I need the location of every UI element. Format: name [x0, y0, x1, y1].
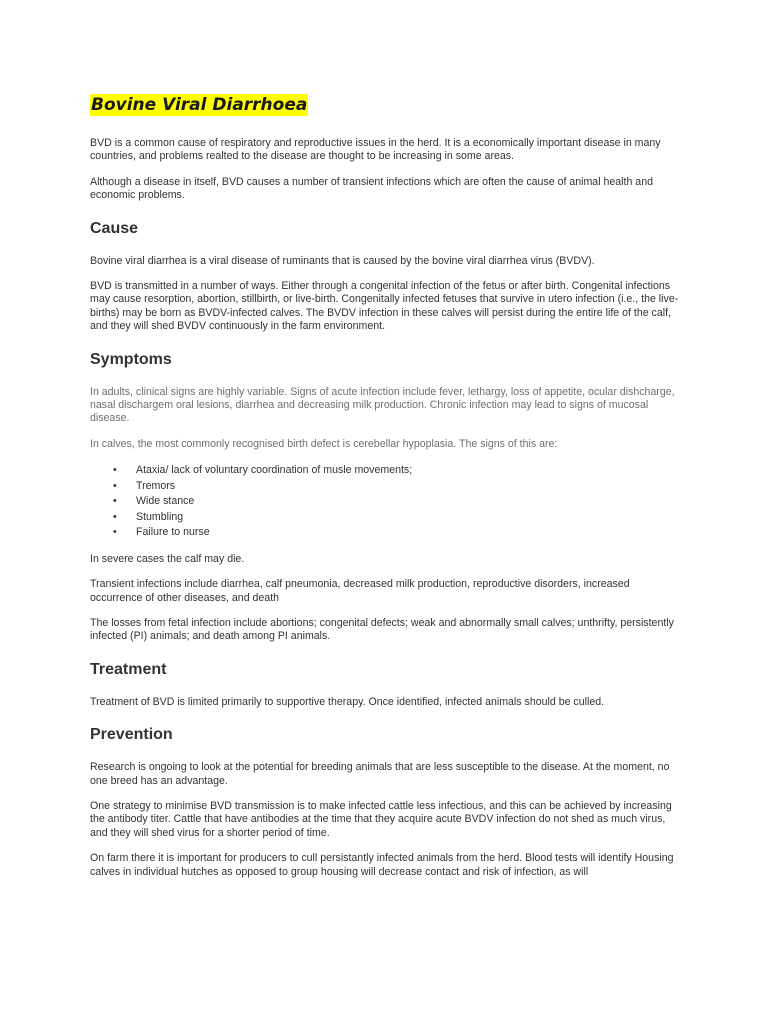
- document-title: Bovine Viral Diarrhoea: [91, 95, 308, 115]
- list-item: • Wide stance: [136, 494, 680, 510]
- cause-heading: Cause: [90, 219, 139, 237]
- symptoms-severe-paragraph: In severe cases the calf may die.: [90, 552, 245, 565]
- symptoms-losses-paragraph: The losses from fetal infection include abortions; congenital defects; weak and abnormally small calves; unthrifty, persistently infected (PI) animals; and death among PI animals.: [90, 617, 674, 643]
- treatment-heading: Treatment: [90, 660, 167, 678]
- list-item: • Ataxia/ lack of voluntary coordination of musle movements;: [136, 463, 680, 479]
- intro-paragraph-2: Although a disease in itself, BVD causes a number of transient infections which are often the cause of animal health and economic problems.: [90, 175, 653, 202]
- symptoms-transient-paragraph: Transient infections include diarrhea, calf pneumonia, decreased milk production, reproductive disorders, increased occurrence of other diseases, and death: [90, 578, 630, 604]
- symptoms-signs-list: [90, 463, 680, 541]
- prevention-heading: Prevention: [90, 726, 173, 744]
- symptoms-adults-paragraph: In adults, clinical signs are highly variable. Signs of acute infection include fever, lethargy, loss of appetite, ocular dishcharge, nasal dischargem oral lesions, diarrhea and decreasing milk production. Chronic infection may lead to signs of mucosal disease.: [90, 385, 675, 425]
- cause-paragraph-2: BVD is transmitted in a number of ways. Either through a congenital infection of the fetus or after birth. Congenital infections may cause resorption, abortion, stillbirth, or live-birth. Congenitally infected fetuses that survive in utero infection (i.e., the live-births) may be born as BVDV-infected calves. The BVDV infection in these calves will persist during the entire life of the calf, and they will shed BVDV continuously in the farm environment.: [90, 280, 679, 333]
- list-item: • Stumbling: [136, 510, 680, 526]
- document-body: [90, 94, 680, 891]
- cause-paragraph-1: Bovine viral diarrhea is a viral disease of ruminants that is caused by the bovine viral diarrhea virus (BVDV).: [90, 254, 595, 267]
- prevention-paragraph-3: On farm there it is important for producers to cull persistantly infected animals from the herd. Blood tests will identify Housing calves in individual hutches as opposed to group housing will decrease contact and risk of infection, as will: [90, 852, 674, 878]
- symptoms-heading: Symptoms: [90, 350, 172, 368]
- intro-paragraph-1: BVD is a common cause of respiratory and reproductive issues in the herd. It is a economically important disease in many countries, and problems realted to the disease are thought to be increasing in some areas.: [90, 137, 661, 163]
- list-item: • Tremors: [136, 479, 680, 495]
- list-item: • Failure to nurse: [136, 525, 680, 541]
- prevention-paragraph-1: Research is ongoing to look at the potential for breeding animals that are less susceptible to the disease. At the moment, no one breed has an advantage.: [90, 761, 670, 787]
- symptoms-calves-paragraph: In calves, the most commonly recognised birth defect is cerebellar hypoplasia. The signs of this are:: [90, 437, 558, 450]
- prevention-paragraph-2: One strategy to minimise BVD transmission is to make infected cattle less infectious, and this can be achieved by increasing the antibody titer. Cattle that have antibodies at the time that they acquire acute BVDV infection do not shed as much virus, and they will shed virus for a shorter period of time.: [90, 800, 672, 839]
- treatment-paragraph-1: Treatment of BVD is limited primarily to supportive therapy. Once identified, infected animals should be culled.: [90, 695, 605, 708]
